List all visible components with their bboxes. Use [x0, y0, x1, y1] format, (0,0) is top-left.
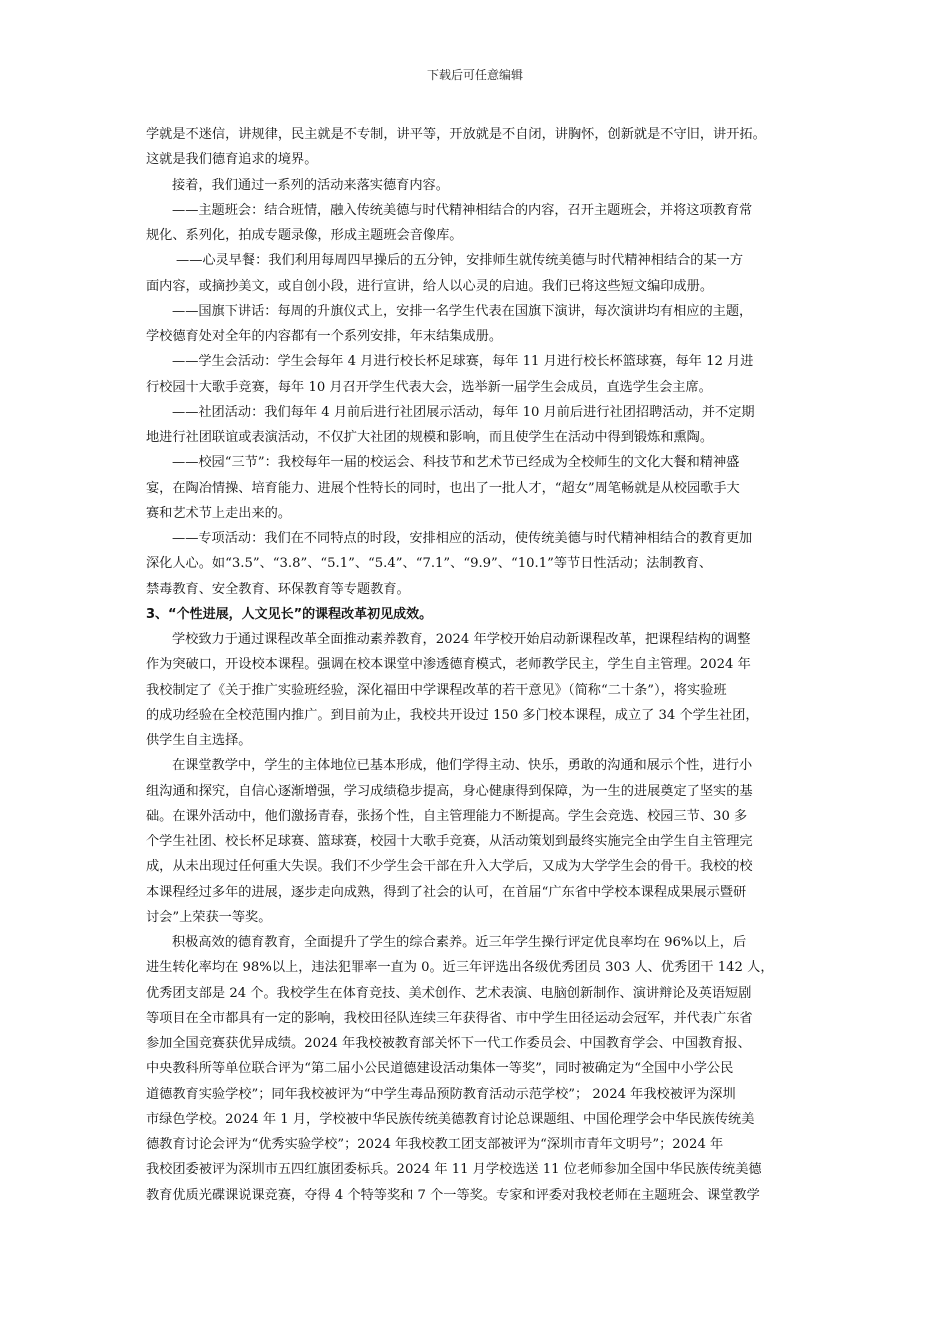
text-line: 成，从未出现过任何重大失误。我们不少学生会干部在升入大学后，又成为大学学生会的骨干。我校的校 [146, 859, 753, 875]
text-line: 道德教育实验学校”；同年我校被评为“中学生毒品预防教育活动示范学校”； 2024 年我校被评为深圳 [146, 1086, 736, 1102]
text-line: 我校制定了《关于推广实验班经验，深化福田中学课程改革的若干意见》（简称“二十条”），将实验班 [146, 682, 727, 698]
document-body [146, 122, 810, 1208]
text-line: 优秀团支部是 24 个。我校学生在体育竞技、美术创作、艺术表演、电脑创新制作、演讲辩论及英语短剧 [146, 985, 752, 1001]
text-line: ——主题班会：结合班情，融入传统美德与时代精神相结合的内容，召开主题班会，并将这项教育常 [172, 202, 753, 218]
text-line: 积极高效的德育教育，全面提升了学生的综合素养。近三年学生操行评定优良率均在 96%以上，后 [172, 935, 747, 950]
text-line: 学校致力于通过课程改革全面推动素养教育，2024 年学校开始启动新课程改革，把课程结构的调整 [172, 632, 751, 647]
text-line: 面内容，或摘抄美文，或自创小段，进行宣讲，给人以心灵的启迪。我们已将这些短文编印成册。 [146, 278, 714, 294]
text-line: 接着，我们通过一系列的活动来落实德育内容。 [172, 177, 449, 193]
text-line: 的成功经验在全校范围内推广。到目前为止，我校共开设过 150 多门校本课程，成立了 34 个学生社团， [146, 707, 759, 723]
text-line: 在课堂教学中，学生的主体地位已基本形成，他们学得主动、快乐，勇敢的沟通和展示个性，进行小 [172, 758, 753, 774]
text-line: 地进行社团联谊或表演活动，不仅扩大社团的规模和影响，而且使学生在活动中得到锻炼和熏陶。 [146, 430, 714, 445]
text-line: 进生转化率均在 98%以上，违法犯罪率一直为 0。近三年评选出各级优秀团员 303 人、优秀团干 142 人， [146, 960, 774, 976]
text-line: 德教育讨论会评为“优秀实验学校”；2024 年我校教工团支部被评为“深圳市青年文明号”；2024 年 [146, 1137, 724, 1152]
text-line: ——心灵早餐：我们利用每周四早操后的五分钟，安排师生就传统美德与时代精神相结合的某一方 [176, 253, 744, 269]
text-line: ——国旗下讲话：每周的升旗仪式上，安排一名学生代表在国旗下演讲，每次演讲均有相应的主题， [172, 303, 753, 319]
section-heading: 3、“个性进展，人文见长”的课程改革初见成效。 [146, 606, 433, 622]
text-line: ——校园“三节”：我校每年一届的校运会、科技节和艺术节已经成为全校师生的文化大餐和精神盛 [172, 455, 740, 471]
text-line: ——学生会活动：学生会每年 4 月进行校长杯足球赛，每年 11 月进行校长杯篮球赛，每年 12 月进 [172, 354, 754, 370]
text-line: 这就是我们德育追求的境界。 [146, 152, 318, 168]
text-line: 教育优质光碟课说课竞赛，夺得 4 个特等奖和 7 个一等奖。专家和评委对我校老师在主题班会、课堂教学 [146, 1187, 760, 1203]
text-line: ——专项活动：我们在不同特点的时段，安排相应的活动，使传统美德与时代精神相结合的教育更加 [172, 531, 753, 546]
text-line: 行校园十大歌手竞赛，每年 10 月召开学生代表大会，选举新一届学生会成员，直选学生会主席。 [146, 379, 712, 395]
text-line: 规化、系列化，拍成专题录像，形成主题班会音像库。 [146, 228, 463, 243]
text-line: 禁毒教育、安全教育、环保教育等专题教育。 [146, 581, 410, 597]
text-line: 本课程经过多年的进展，逐步走向成熟，得到了社会的认可，在首届“广东省中学校本课程成果展示暨研 [146, 884, 747, 900]
page-header: 下载后可任意编辑 [426, 68, 523, 82]
text-line: 组沟通和探究，自信心逐渐增强，学习成绩稳步提高，身心健康得到保障，为一生的进展奠定了坚实的基 [146, 783, 753, 799]
text-line: 个学生社团、校长杯足球赛、篮球赛，校园十大歌手竞赛，从活动策划到最终实施完全由学生自主管理完 [146, 834, 753, 849]
text-line: 市绿色学校。2024 年 1 月，学校被中华民族传统美德教育讨论总课题组、中国伦理学会中华民族传统美 [146, 1111, 755, 1127]
text-line: 作为突破口，开设校本课程。强调在校本课堂中渗透德育模式，老师教学民主，学生自主管理。2024 年 [146, 657, 751, 673]
text-line: 赛和艺术节上走出来的。 [146, 505, 292, 521]
text-line: 中央教科所等单位联合评为“第二届小公民道德建设活动集体一等奖”，同时被确定为“全国中小学公民 [146, 1061, 734, 1077]
text-line: 我校团委被评为深圳市五四红旗团委标兵。2024 年 11 月学校选送 11 位老师参加全国中华民族传统美德 [146, 1162, 762, 1178]
text-line: 等项目在全市都具有一定的影响，我校田径队连续三年获得省、市中学生田径运动会冠军，并代表广东省 [146, 1010, 753, 1026]
text-line: 深化人心。如“3.5”、“3.8”、“5.1”、“5.4”、“7.1”、“9.9”、“10.1”等节日性活动；法制教育、 [146, 556, 713, 572]
text-line: 讨会”上荣获一等奖。 [146, 909, 272, 925]
text-line: 础。在课外活动中，他们激扬青春，张扬个性，自主管理能力不断提高。学生会竞选、校园三节、30 多 [146, 808, 748, 824]
text-line: 供学生自主选择。 [146, 733, 252, 748]
text-line: 学校德育处对全年的内容都有一个系列安排，年末结集成册。 [146, 329, 503, 344]
text-line: 学就是不迷信，讲规律，民主就是不专制，讲平等，开放就是不自闭，讲胸怀，创新就是不守旧，讲开拓。 [146, 127, 766, 142]
text-line: 参加全国竞赛获优异成绩。2024 年我校被教育部关怀下一代工作委员会、中国教育学会、中国教育报、 [146, 1036, 751, 1051]
text-line: 宴，在陶冶情操、培育能力、进展个性特长的同时，也出了一批人才，“超女”周笔畅就是从校园歌手大 [146, 480, 740, 496]
text-line: ——社团活动：我们每年 4 月前后进行社团展示活动，每年 10 月前后进行社团招聘活动，并不定期 [172, 404, 755, 420]
